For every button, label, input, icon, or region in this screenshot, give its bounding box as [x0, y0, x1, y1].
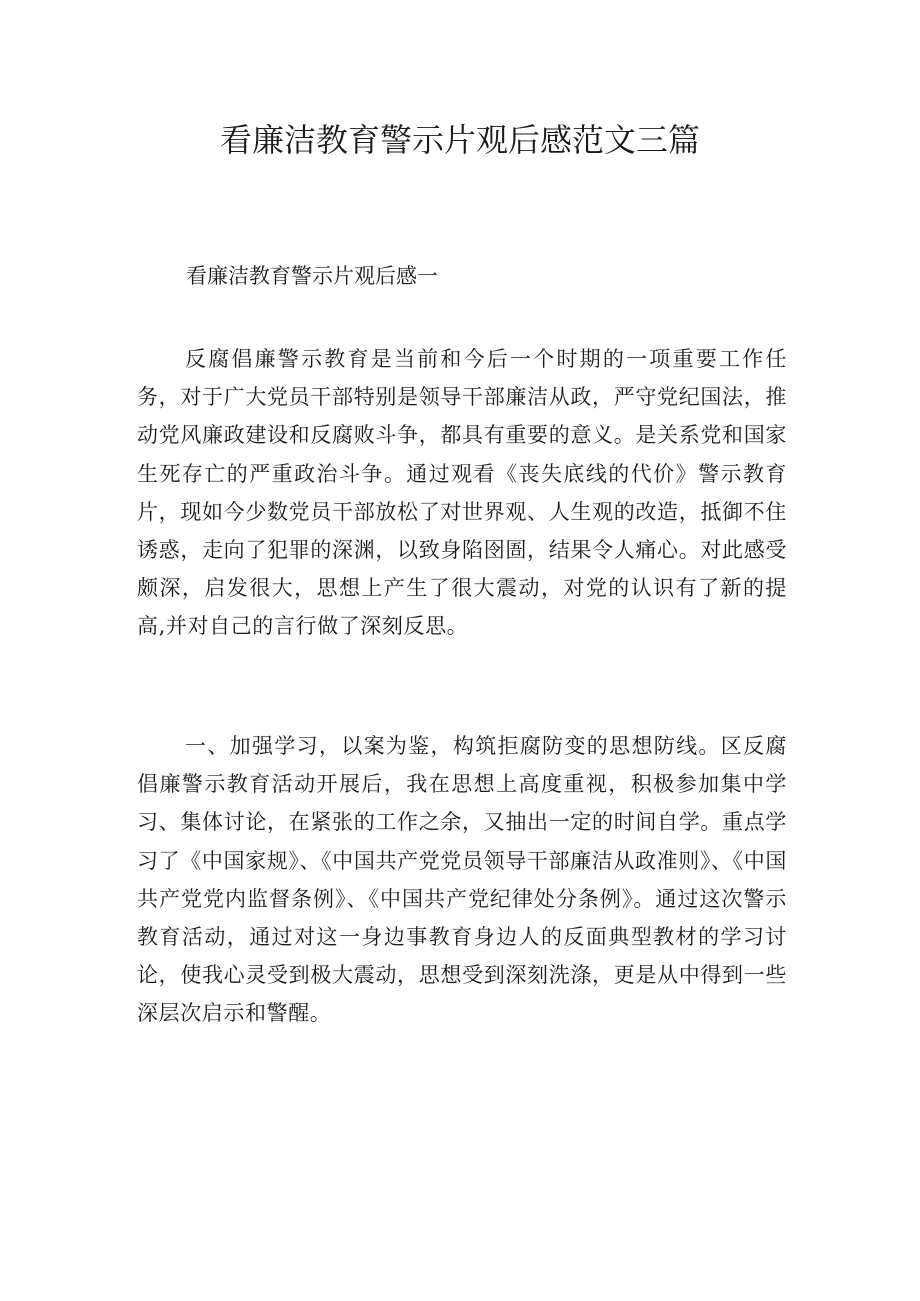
- section-heading: 看廉洁教育警示片观后感一: [186, 264, 438, 288]
- document-title: 看廉洁教育警示片观后感范文三篇: [219, 121, 700, 159]
- body-paragraph: 反腐倡廉警示教育是当前和今后一个时期的一项重要工作任务，对于广大党员干部特别是领导干部廉洁从政，严守党纪国法，推动党风廉政建设和反腐败斗争，都具有重要的意义。是关系党和国家生死存亡的严重政治斗争。通过观看《丧失底线的代价》警示教育片，现如今少数党员干部放松了对世界观、人生观的改造，抵御不住诱惑，走向了犯罪的深渊，以致身陷囹圄，结果令人痛心。对此感受颇深，启发很大，思想上产生了很大震动，对党的认识有了新的提高,并对自己的言行做了深刻反思。: [137, 347, 787, 639]
- body-paragraph: 一、加强学习，以案为鉴，构筑拒腐防变的思想防线。区反腐倡廉警示教育活动开展后，我在思想上高度重视，积极参加集中学习、集体讨论，在紧张的工作之余，又抽出一定的时间自学。重点学习了《中国家规》、《中国共产党党员领导干部廉洁从政准则》、《中国共产党党内监督条例》、《中国共产党纪律处分条例》。通过这次警示教育活动，通过对这一身边事教育身边人的反面典型教材的学习讨论，使我心灵受到极大震动，思想受到深刻洗涤，更是从中得到一些深层次启示和警醒。: [137, 734, 787, 1026]
